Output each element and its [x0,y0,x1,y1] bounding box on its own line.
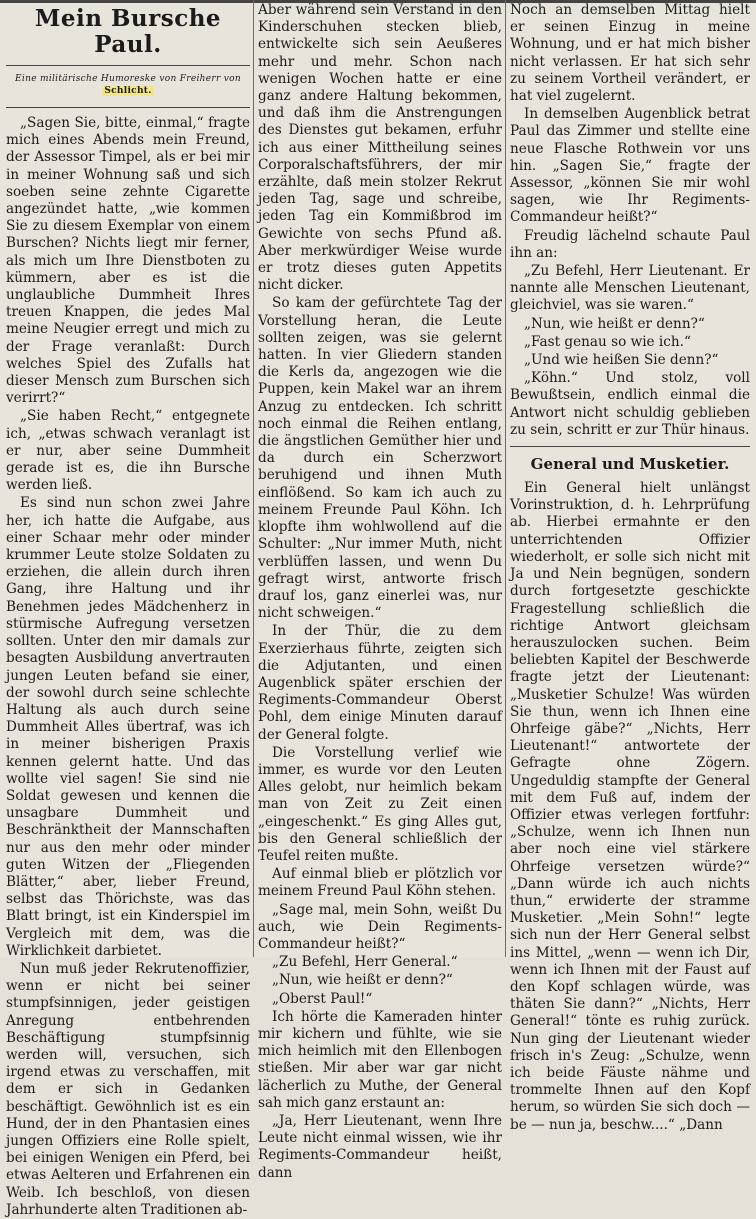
paragraph: „Ja, Herr Lieutenant, wenn Ihre Leute nicht einmal wissen, wie ihr Regiments-Commandeur heißt, dann [258,1113,502,1181]
paragraph: „Köhn.“ Und stolz, voll Bewußtsein, endlich einmal die Antwort nicht schuldig geblieben zu sein, schritt er zur Thür hinaus. [510,370,750,438]
paragraph: „Nun, wie heißt er denn?“ [524,315,705,332]
paragraph: „Zu Befehl, Herr General.“ [272,954,458,971]
paragraph: „Sie haben Recht,“ entgegnete ich, „etwas schwach veranlagt ist er nur, aber seine Dummheit gerade ist es, die ihn Bursche werden ließ. [6,408,250,494]
section-rule [510,446,750,447]
paragraph: „Nun, wie heißt er denn?“ [272,972,453,989]
column-3 [510,2,750,1133]
paragraph: Die Vorstellung verlief wie immer, es wurde vor den Leuten Alles gelobt, nur heimlich bekam man von Zeit zu Zeit einen „eingeschenkt.“ Es ging Alles gut, bis den General schließlich der Teufel reiten mußte. [258,744,502,864]
article-subtitle [6,73,250,97]
paragraph: Aber während sein Verstand in den Kinderschuhen stecken blieb, entwickelte sich sein Aeußeres mehr und mehr. Schon nach wenigen Wochen hatte er eine ganz andere Haltung bekommen, und daß ihm die Anstrengungen des Dienstes gut bekamen, erfuhr ich aus einer Mittheilung seines Corporalschaftsführers, der mir erzählte, daß mein stolzer Rekrut jeden Tag, sage und schreibe, jeden Tag ein Kommißbrod im Gewichte von sechs Pfund aß. Aber merkwürdiger Weise wurde er trotz dieses guten Appetits nicht dicker. [258,2,502,294]
column-1 [6,2,250,1218]
column-divider-2 [505,0,506,957]
paragraph: Ein General hielt unlängst Vorinstruktion, d. h. Lehrprüfung ab. Hierbei ermahnte er den unterrichtenden Offizier wiederholt, er solle sich nicht mit Ja und Nein begnügen, sondern durch fortgesetzte geschickte Fragestellung schließlich die richtige Antwort gleichsam herauszulocken suchen. Beim beliebten Kapitel der Beschwerde fragte jetzt der Lieutenant: „Musketier Schulze! Was würden Sie thun, wenn ich Ihnen eine Ohrfeige gäbe?“ „Nichts, Herr Lieutenant!“ antwortete der Gefragte ohne Zögern. Ungeduldig stampfte der General mit dem Fuß auf, indem der Offizier etwas verlegen fortfuhr: „Schulze, wenn ich Ihnen nun aber noch eine viel stärkere Ohrfeige versetzen würde?“ „Dann würde ich auch nichts thun,“ erwiderte der stramme Musketier. „Mein Sohn!“ legte sich nun der Herr General selbst ins Mittel, „wenn — wenn ich Dir, wenn ich Ihnen mit der Faust auf den Kopf schlagen würde, was thäten Sie dann?“ „Nichts, Herr General!“ tönte es ruhig zurück. Nun ging der Lieutenant wieder frisch in's Zeug: „Schulze, wenn ich beide Fäuste nähme und trommelte Ihnen auf den Kopf herum, so würden Sie sich doch — be — nun ja, beschw....“ „Dann [510,480,750,1133]
paragraph: So kam der gefürchtete Tag der Vorstellung heran, die Leute sollten zeigen, was sie gelernt hatten. In vier Gliedern standen die Kerls da, angezogen wie die Puppen, kein Makel war an ihrem Anzug zu entdecken. Ich schritt noch einmal die Reihen entlang, die ängstlichen Gemüther hier und da durch ein Scherzwort beruhigend und ihnen Muth einflößend. So kam ich auch zu meinem Freunde Paul Köhn. Ich klopfte ihm wohlwollend auf die Schulter: „Nur immer Muth, nicht verblüffen lassen, und wenn Du gefragt wirst, antworte frisch drauf los, ganz einerlei was, nur nicht schweigen.“ [258,295,502,622]
article-title: Mein Bursche Paul. [34,5,222,58]
author-name: Schlicht. [104,86,152,96]
paragraph: „Sagen Sie, bitte, einmal,“ fragte mich eines Abends mein Freund, der Assessor Timpel, als er bei mir in meiner Wohnung saß und sich soeben seine zehnte Cigarette angezündet hatte, „wie kommen Sie zu diesem Exemplar von einem Burschen? Nichts liegt mir ferner, als mich um Ihre Dienstboten zu kümmern, aber es ist die unglaubliche Dummheit Ihres treuen Knappen, die jedes Mal meine Neugier erregt und mich zu der Frage veranlaßt: Durch welches Spiel des Zufalls hat dieser Mensch zum Burschen sich verirrt?“ [6,115,250,407]
paragraph: „Und wie heißen Sie denn?“ [524,352,719,369]
subtitle-rule [6,107,250,108]
column-2 [258,2,502,1181]
paragraph: Auf einmal blieb er plötzlich vor meinem Freund Paul Köhn stehen. [258,866,502,900]
column-divider-1 [253,0,254,957]
paragraph: Freudig lächelnd schaute Paul ihn an: [510,227,750,261]
paragraph: Nun muß jeder Rekrutenoffizier, wenn er nicht bei seiner stumpfsinnigen, jeder geistigen Anregung entbehrenden Beschäftigung stumpfsinnig werden will, versuchen, sich irgend etwas zu verschaffen, mit dem er sich in Gedanken beschäftigt. Gewöhnlich ist es ein Hund, der in den Phantasien eines jungen Offiziers eine Rolle spielt, bei einigen Wenigen ein Pferd, bei etwas Aelteren und Erfahrenen ein Weib. Ich beschloß, von diesen Jahrhunderte alten Traditionen ab- [6,960,250,1218]
paragraph: In der Thür, die zu dem Exerzierhaus führte, zeigten sich die Adjutanten, und einen Augenblick später erschien der Regiments-Commandeur Oberst Pohl, dem einige Minuten darauf der General folgte. [258,623,502,743]
title-rule [6,65,250,66]
paragraph: In demselben Augenblick betrat Paul das Zimmer und stellte eine neue Flasche Rothwein vor uns hin. „Sagen Sie,“ fragte der Assessor, „können Sie mir wohl sagen, wie Ihr Regiments-Commandeur heißt?“ [510,106,750,226]
paragraph: „Fast genau so wie ich.“ [524,333,691,350]
subtitle-prefix: Eine militärische Humoreske von Freiherr von [15,74,241,84]
paragraph: „Sage mal, mein Sohn, weißt Du auch, wie Dein Regiments-Commandeur heißt?“ [258,901,502,952]
paragraph: „Zu Befehl, Herr Lieutenant. Er nannte alle Menschen Lieutenant, gleichviel, was sie waren.“ [510,263,750,314]
second-article-title: General und Musketier. [530,455,730,474]
paragraph: Noch an demselben Mittag hielt er seinen Einzug in meine Wohnung, und er hat mich bisher nicht verlassen. Er hat sich sehr zu seinem Vortheil verändert, er hat viel zugelernt. [510,2,750,105]
paragraph: Ich hörte die Kameraden hinter mir kichern und fühlte, wie sie mich heimlich mit den Ellenbogen stießen. Mir aber war gar nicht lächerlich zu Muthe, der General sah mich ganz erstaunt an: [258,1008,502,1111]
paragraph: „Oberst Paul!“ [272,990,373,1007]
paragraph: Es sind nun schon zwei Jahre her, ich hatte die Aufgabe, aus einer Schaar mehr oder minder krummer Leute stolze Soldaten zu erziehen, die allein durch ihren Gang, ihre Haltung und ihr Benehmen jedes Mädchenherz in stürmische Aufregung versetzen sollten. Unter den mir damals zur besagten Ausbildung anvertrauten jungen Leuten befand sie einer, der sowohl durch seine schlechte Haltung als auch durch seine Dummheit Alles übertraf, was ich in meiner bisherigen Praxis kennen gelernt hatte. Und das wollte viel sagen! Sie sind nie Soldat gewesen und kennen die unsagbare Dummheit und Beschränktheit der Mannschaften nur aus den mehr oder minder guten Witzen der „Fliegenden Blätter,“ aber, lieber Freund, selbst das Thörichste, was das Blatt bringt, ist ein Kinderspiel im Vergleich mit dem, was die Wirklichkeit darbietet. [6,495,250,959]
